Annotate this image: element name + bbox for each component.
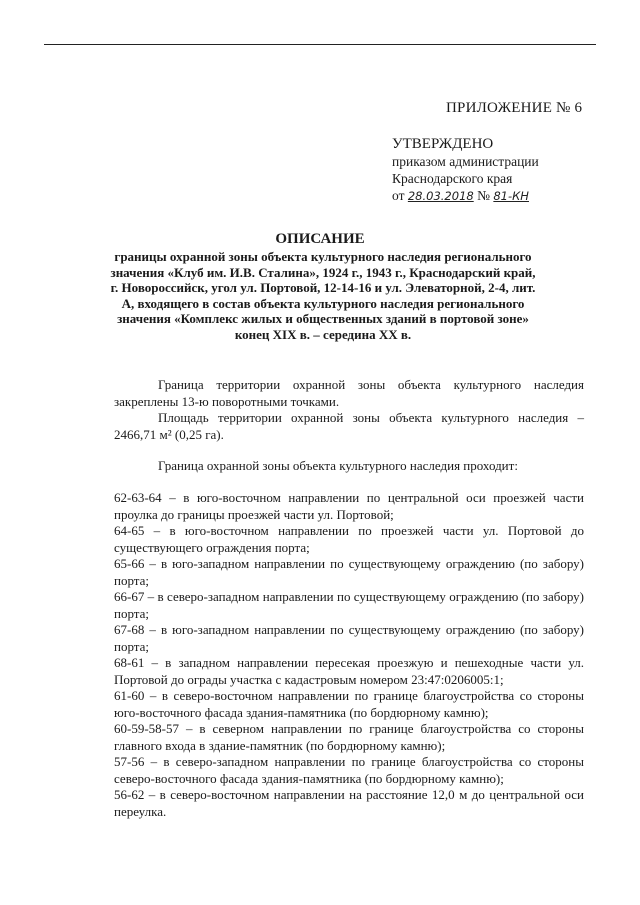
paragraph-area: Площадь территории охранной зоны объекта культурного наследия – 2466,71 м² (0,25 га). [114, 410, 584, 442]
approval-line-2: Краснодарского края [392, 171, 513, 186]
handwritten-date: 28.03.2018 [407, 189, 474, 203]
document-title: границы охранной зоны объекта культурного наследия регионального значения «Клуб им. И.В. Сталина», 1924 г., 1943 г., Краснодарский край, г. Новороссийск, угол ул. Портовой, 12-14-16 и ул. Элеваторной, 2-4, лит. А, входящего в состав объекта культурного наследия регионального значения «Комплекс жилых и общественных зданий в портовой зоне» конец XIX в. – середина XX в. [110, 249, 536, 342]
approval-block [392, 136, 632, 205]
appendix-label: ПРИЛОЖЕНИЕ № 6 [446, 100, 583, 116]
list-item: 57-56 – в северо-западном направлении по границе благоустройства со стороны северо-восточного фасада здания-памятника (по бордюрному камню); [114, 754, 584, 786]
list-item: 61-60 – в северо-восточном направлении по границе благоустройства со стороны юго-восточного фасада здания-памятника (по бордюрному камню); [114, 688, 584, 720]
number-prefix: № [477, 188, 490, 203]
list-item: 65-66 – в юго-западном направлении по существующему ограждению (по забору) порта; [114, 556, 584, 588]
boundary-list [114, 490, 584, 820]
list-item: 60-59-58-57 – в северном направлении по границе благоустройства со стороны главного входа в здание-памятник (по бордюрному камню); [114, 721, 584, 753]
list-item: 56-62 – в северо-восточном направлении на расстояние 12,0 м до центральной оси переулка. [114, 787, 584, 819]
paragraph-points: Граница территории охранной зоны объекта культурного наследия закреплены 13-ю поворотными точками. [114, 377, 584, 409]
date-prefix: от [392, 188, 405, 203]
handwritten-number: 81-КН [493, 189, 529, 203]
approval-line-1: приказом администрации [392, 154, 539, 169]
document-heading: ОПИСАНИЕ [275, 231, 365, 247]
paragraph-boundary-intro: Граница охранной зоны объекта культурного наследия проходит: [158, 458, 518, 473]
list-item: 64-65 – в юго-восточном направлении по проезжей части ул. Портовой до существующего ограждения порта; [114, 523, 584, 555]
approval-date-line [392, 187, 632, 205]
list-item: 62-63-64 – в юго-восточном направлении по центральной оси проезжей части проулка до границы проезжей части ул. Портовой; [114, 490, 584, 522]
top-rule [44, 44, 596, 45]
list-item: 67-68 – в юго-западном направлении по существующему ограждению (по забору) порта; [114, 622, 584, 654]
approved-stamp: УТВЕРЖДЕНО [392, 136, 494, 152]
list-item: 68-61 – в западном направлении пересекая проезжую и пешеходные части ул. Портовой до ограды участка с кадастровым номером 23:47:0206005:1; [114, 655, 584, 687]
list-item: 66-67 – в северо-западном направлении по существующему ограждению (по забору) порта; [114, 589, 584, 621]
